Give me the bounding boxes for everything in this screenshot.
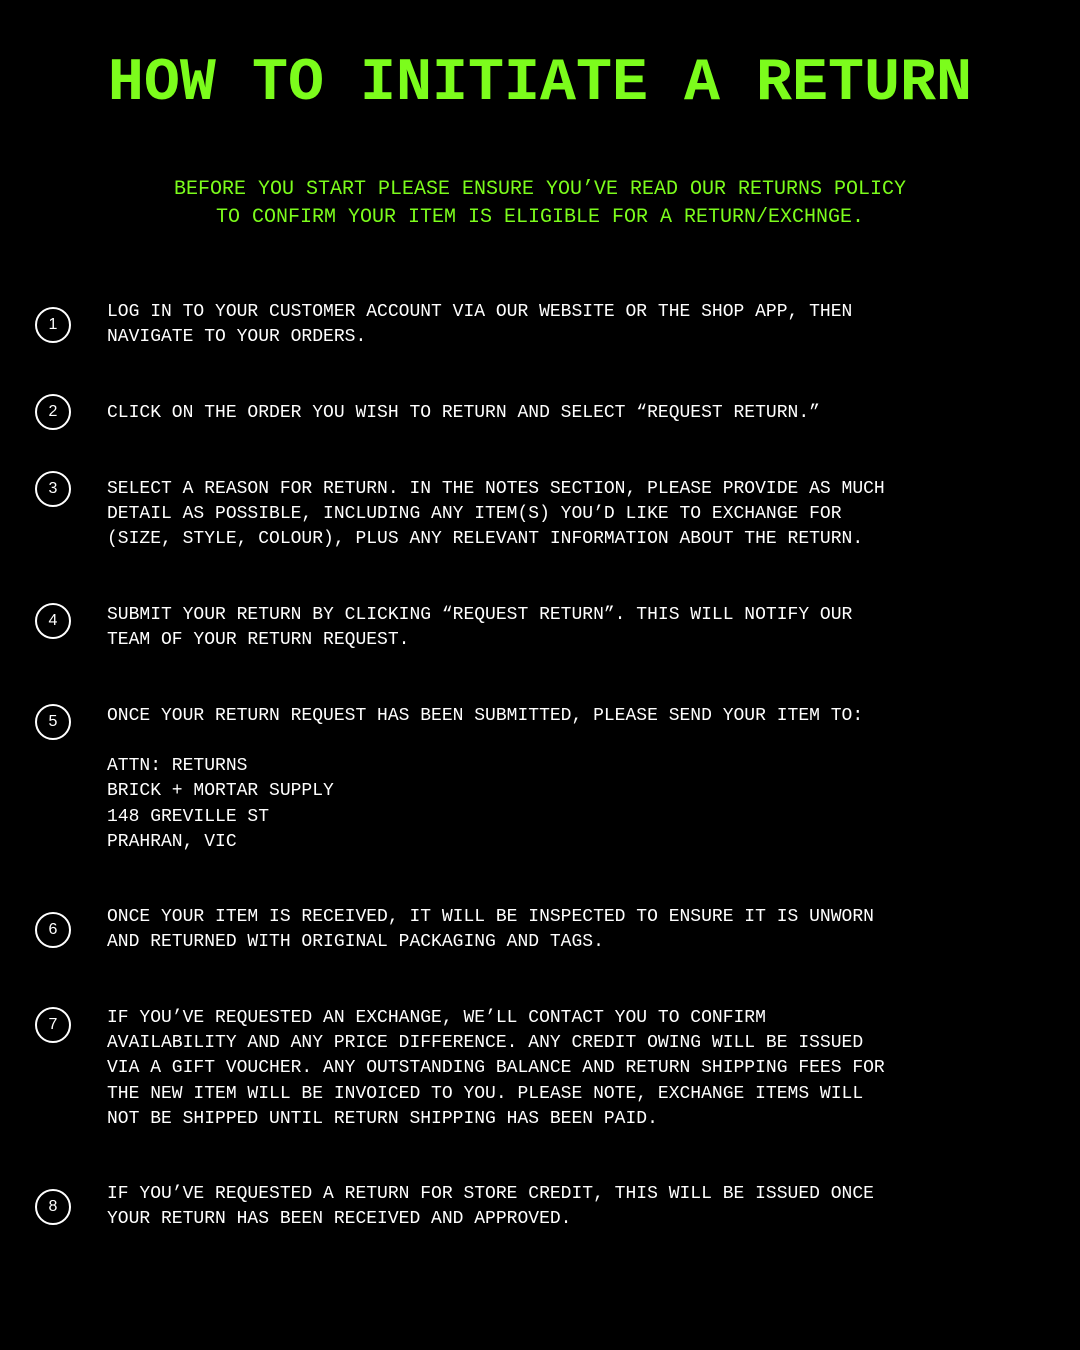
step-line: VIA A GIFT VOUCHER. ANY OUTSTANDING BALANCE AND RETURN SHIPPING FEES FOR xyxy=(107,1058,885,1079)
step-number-badge xyxy=(35,471,71,507)
step-line: SELECT A REASON FOR RETURN. IN THE NOTES SECTION, PLEASE PROVIDE AS MUCH xyxy=(107,479,885,499)
step-line: AND RETURNED WITH ORIGINAL PACKAGING AND TAGS. xyxy=(107,932,604,953)
step-line: ONCE YOUR RETURN REQUEST HAS BEEN SUBMITTED, PLEASE SEND YOUR ITEM TO: xyxy=(107,706,864,726)
address-line: BRICK + MORTAR SUPPLY xyxy=(107,781,334,802)
page-title: HOW TO INITIATE A RETURN xyxy=(107,50,973,118)
step-text xyxy=(107,603,852,653)
step-number: 1 xyxy=(48,316,58,333)
step-text xyxy=(107,477,885,553)
step-number: 6 xyxy=(48,921,58,938)
step-number: 7 xyxy=(48,1016,58,1033)
step-line: SUBMIT YOUR RETURN BY CLICKING “REQUEST RETURN”. THIS WILL NOTIFY OUR xyxy=(107,605,853,625)
step-line: LOG IN TO YOUR CUSTOMER ACCOUNT VIA OUR WEBSITE OR THE SHOP APP, THEN xyxy=(107,302,853,322)
step-line: TEAM OF YOUR RETURN REQUEST. xyxy=(107,630,410,651)
step-number-badge xyxy=(35,704,71,740)
step-text xyxy=(107,704,863,855)
step-number-badge xyxy=(35,394,71,430)
step-line: NAVIGATE TO YOUR ORDERS. xyxy=(107,327,367,348)
step-text xyxy=(107,300,852,350)
step-line: ONCE YOUR ITEM IS RECEIVED, IT WILL BE INSPECTED TO ENSURE IT IS UNWORN xyxy=(107,907,874,927)
step-number-badge xyxy=(35,1007,71,1043)
step-line: IF YOU’VE REQUESTED AN EXCHANGE, WE’LL CONTACT YOU TO CONFIRM xyxy=(107,1008,766,1028)
step-number: 8 xyxy=(48,1198,58,1215)
step-line: (SIZE, STYLE, COLOUR), PLUS ANY RELEVANT INFORMATION ABOUT THE RETURN. xyxy=(107,529,864,550)
step-number: 4 xyxy=(48,612,58,629)
step-line: THE NEW ITEM WILL BE INVOICED TO YOU. PLEASE NOTE, EXCHANGE ITEMS WILL xyxy=(107,1083,864,1104)
step-line: NOT BE SHIPPED UNTIL RETURN SHIPPING HAS BEEN PAID. xyxy=(107,1108,658,1129)
step-number-badge xyxy=(35,912,71,948)
step-line: CLICK ON THE ORDER YOU WISH TO RETURN AND SELECT “REQUEST RETURN.” xyxy=(107,403,820,423)
step-number-badge xyxy=(35,603,71,639)
step-line: IF YOU’VE REQUESTED A RETURN FOR STORE CREDIT, THIS WILL BE ISSUED ONCE xyxy=(107,1184,874,1204)
step-text xyxy=(107,905,874,955)
step-text xyxy=(107,1006,885,1132)
step-text xyxy=(107,1182,874,1232)
address-line: ATTN: RETURNS xyxy=(107,756,248,777)
address-line: 148 GREVILLE ST xyxy=(107,806,270,827)
step-number-badge xyxy=(35,1189,71,1225)
intro-text xyxy=(0,176,1080,232)
step-number-badge xyxy=(35,307,71,343)
address-line: PRAHRAN, VIC xyxy=(107,831,237,852)
step-line: AVAILABILITY AND ANY PRICE DIFFERENCE. ANY CREDIT OWING WILL BE ISSUED xyxy=(107,1033,864,1054)
intro-line: TO CONFIRM YOUR ITEM IS ELIGIBLE FOR A RETURN/EXCHNGE. xyxy=(215,206,865,229)
step-number: 3 xyxy=(48,480,58,497)
step-number: 5 xyxy=(48,713,58,730)
step-number: 2 xyxy=(48,403,58,420)
step-line: DETAIL AS POSSIBLE, INCLUDING ANY ITEM(S) YOU’D LIKE TO EXCHANGE FOR xyxy=(107,504,842,525)
step-line: YOUR RETURN HAS BEEN RECEIVED AND APPROVED. xyxy=(107,1209,572,1230)
step-text xyxy=(107,401,820,426)
intro-line: BEFORE YOU START PLEASE ENSURE YOU’VE READ OUR RETURNS POLICY xyxy=(173,178,907,201)
